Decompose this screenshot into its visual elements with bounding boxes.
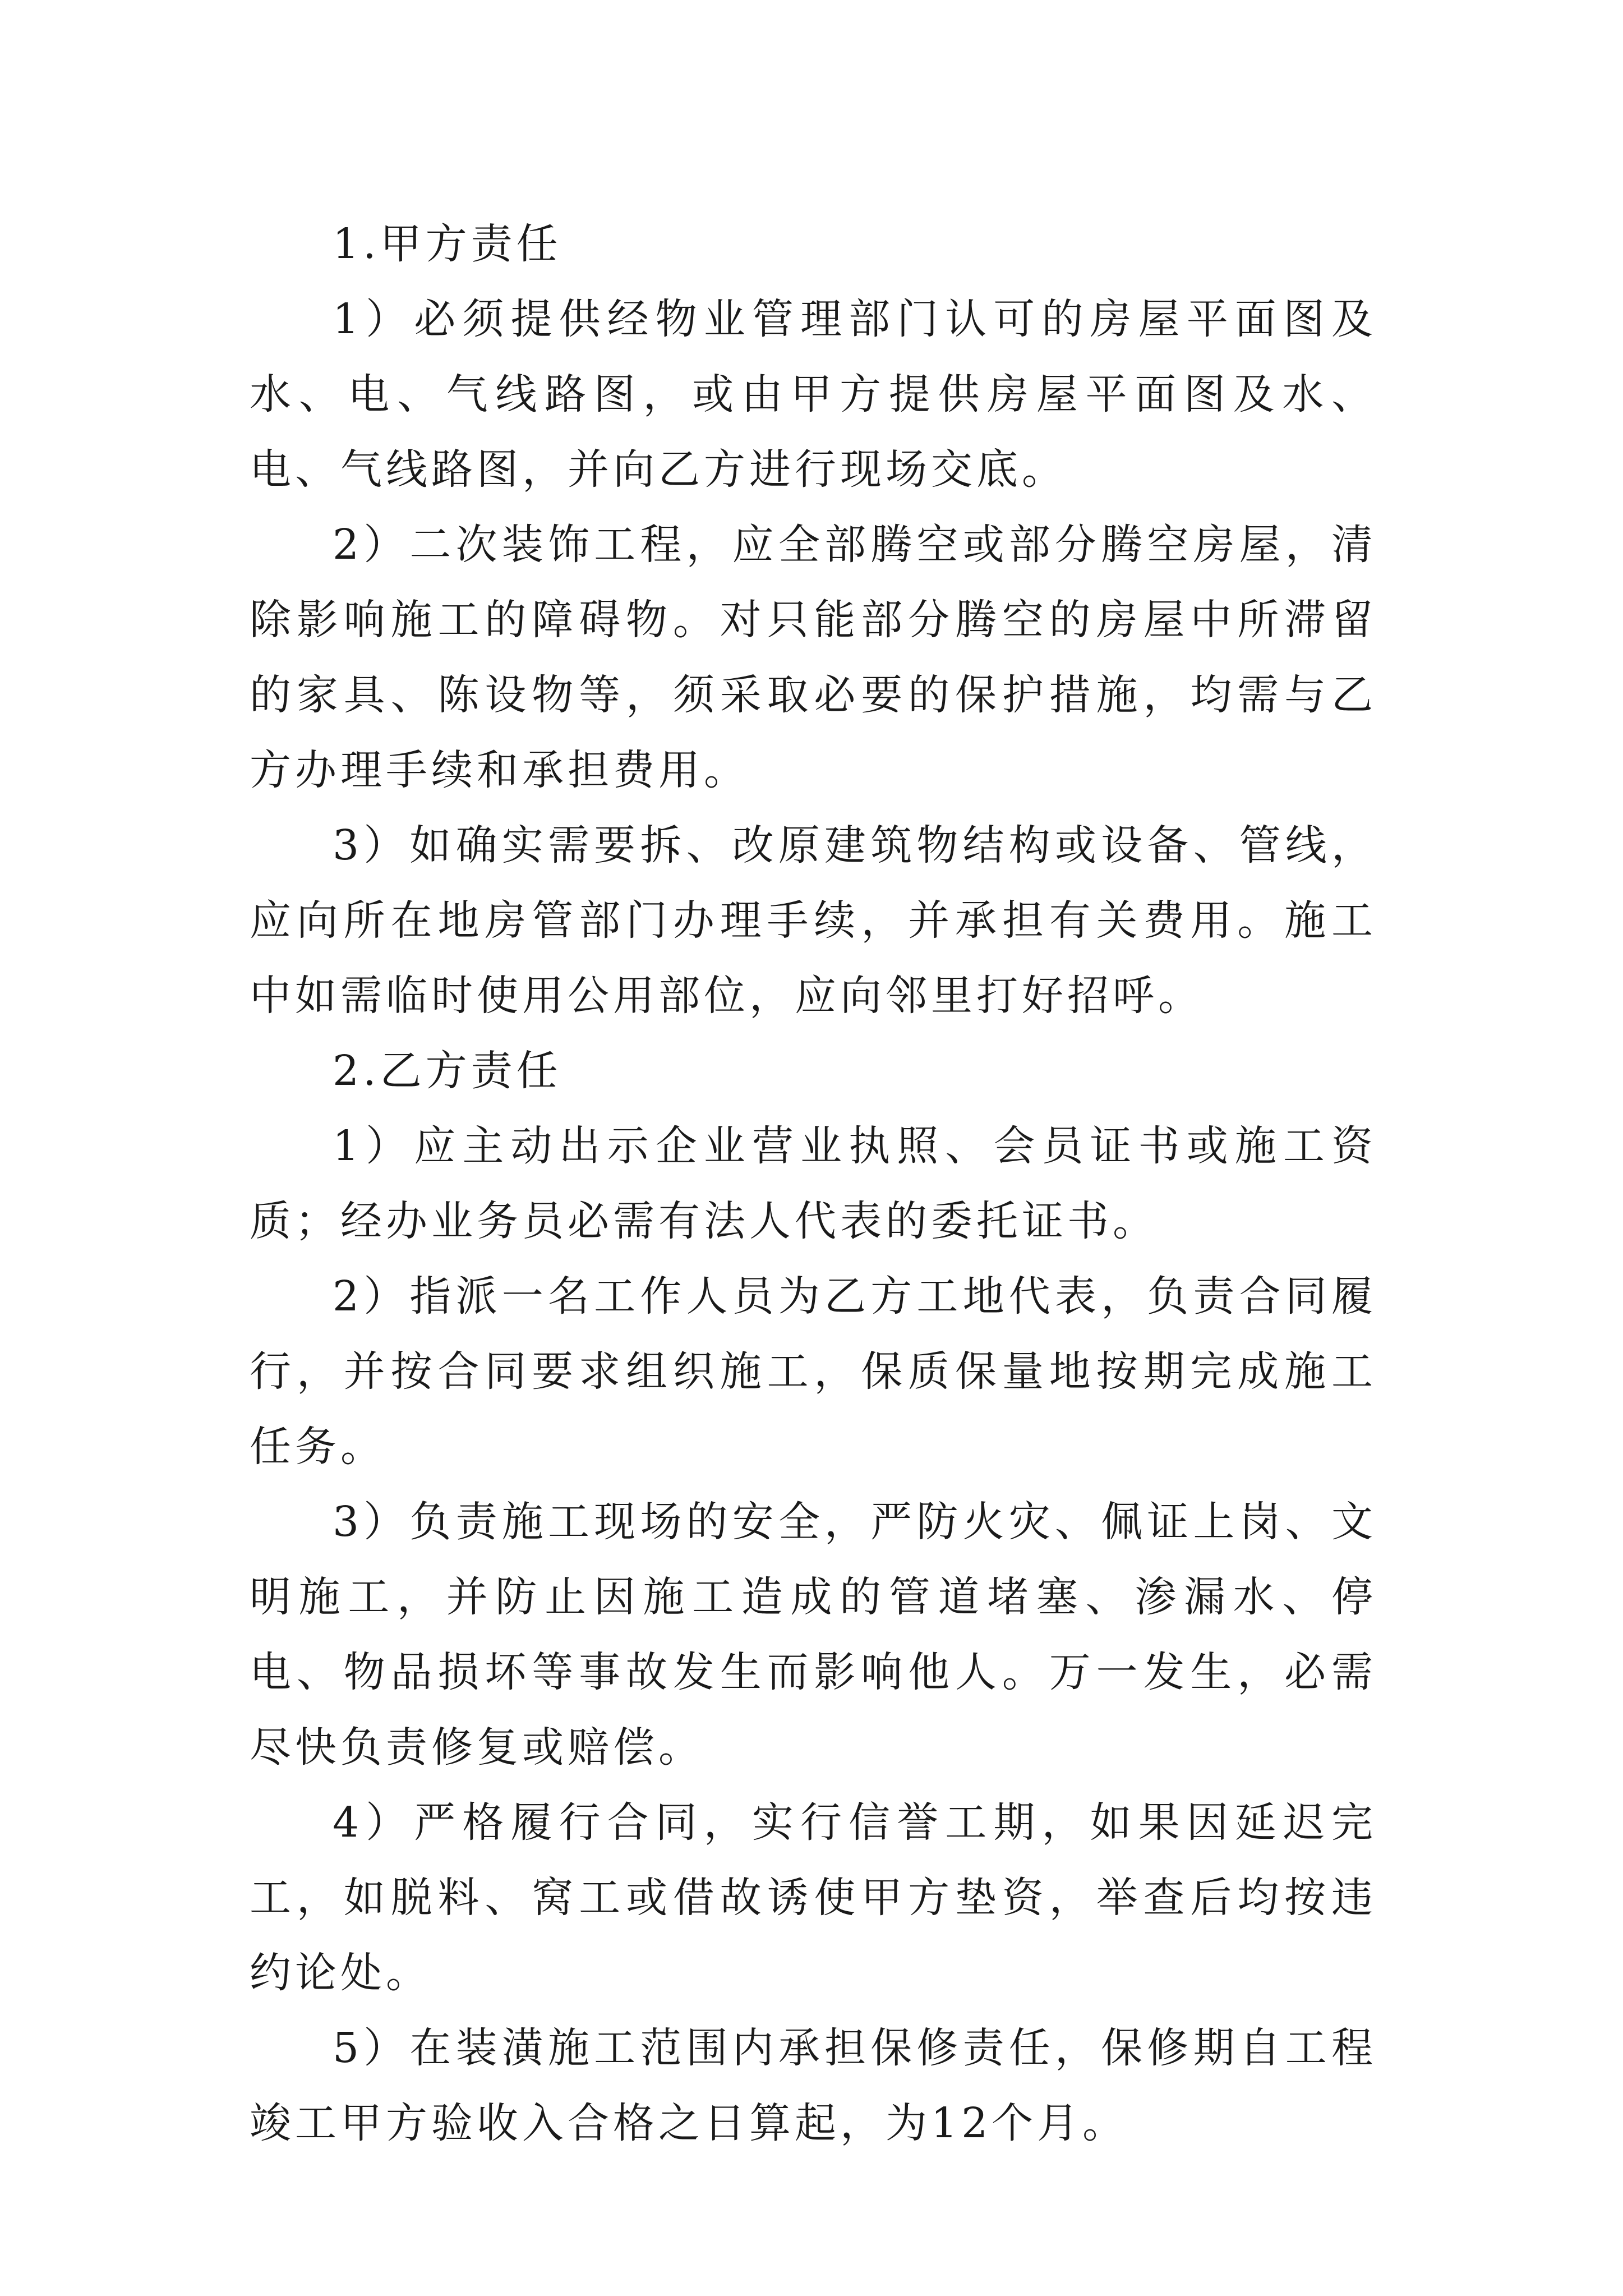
party-b-clause-4: 4）严格履行合同，实行信誉工期，如果因延迟完工，如脱料、窝工或借故诱使甲方垫资，举查后均按违约论处。 — [250, 1798, 1377, 1997]
party-a-clause-3: 3）如确实需要拆、改原建筑物结构或设备、管线，应向所在地房管部门办理手续，并承担有关费用。施工中如需临时使用公用部位，应向邻里打好招呼。 — [250, 821, 1377, 1020]
party-a-clause-2: 2）二次装饰工程，应全部腾空或部分腾空房屋，清除影响施工的障碍物。对只能部分腾空的房屋中所滞留的家具、陈设物等，须采取必要的保护措施，均需与乙方办理手续和承担费用。 — [250, 521, 1377, 794]
section-heading-party-a: 1.甲方责任 — [333, 220, 562, 268]
party-b-clause-3: 3）负责施工现场的安全，严防火灾、佩证上岗、文明施工，并防止因施工造成的管道堵塞、渗漏水、停电、物品损坏等事故发生而影响他人。万一发生，必需尽快负责修复或赔偿。 — [250, 1498, 1377, 1772]
party-b-clause-5: 5）在装潢施工范围内承担保修责任，保修期自工程竣工甲方验收入合格之日算起，为12个月。 — [250, 2024, 1377, 2147]
document-body — [250, 206, 1377, 2161]
party-b-clause-2: 2）指派一名工作人员为乙方工地代表，负责合同履行，并按合同要求组织施工，保质保量地按期完成施工任务。 — [250, 1272, 1377, 1471]
party-a-clause-1: 1）必须提供经物业管理部门认可的房屋平面图及水、电、气线路图，或由甲方提供房屋平面图及水、电、气线路图，并向乙方进行现场交底。 — [250, 295, 1377, 494]
party-b-clause-1: 1）应主动出示企业营业执照、会员证书或施工资质；经办业务员必需有法人代表的委托证书。 — [250, 1122, 1377, 1245]
section-heading-party-b: 2.乙方责任 — [333, 1047, 562, 1095]
